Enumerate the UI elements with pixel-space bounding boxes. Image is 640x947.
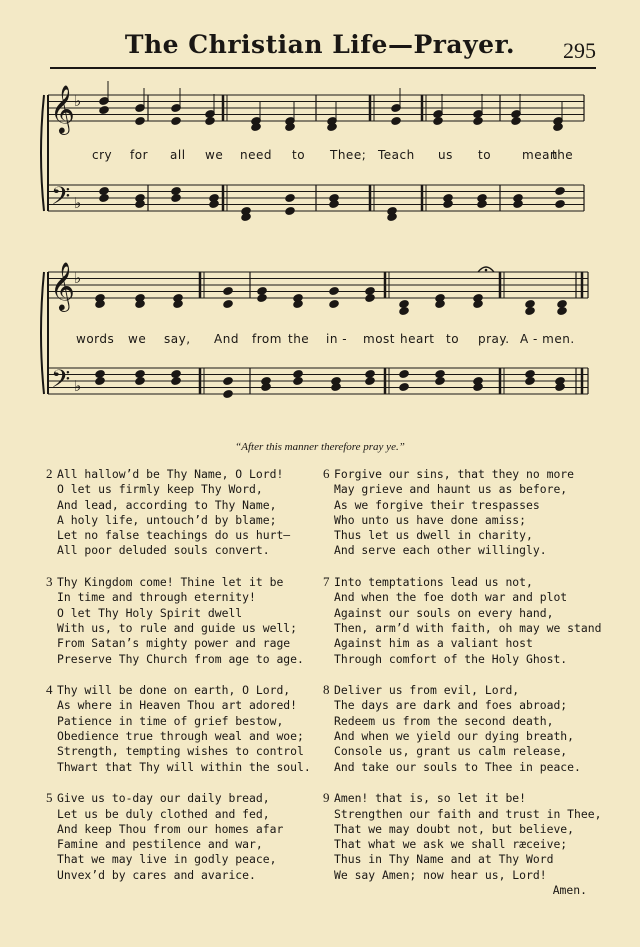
verse-text: Let us be duly clothed and fed, xyxy=(57,806,270,821)
music-score xyxy=(0,0,640,420)
verse-line xyxy=(46,868,311,883)
verse-line xyxy=(323,698,601,713)
verse-line xyxy=(46,636,311,651)
verse-line xyxy=(46,698,311,713)
verse-stanza xyxy=(323,790,601,883)
verse-line xyxy=(46,729,311,744)
verse-line xyxy=(323,513,601,528)
verse-line xyxy=(46,621,311,636)
verse-line xyxy=(323,822,601,837)
verse-text: As we forgive their trespasses xyxy=(334,497,540,512)
system2-syllable: say, xyxy=(164,332,191,346)
system2-treble-note xyxy=(557,306,567,315)
verse-text: Famine and pestilence and war, xyxy=(57,837,263,852)
verse-line xyxy=(46,482,311,497)
verse-text: A holy life, untouch’d by blame; xyxy=(57,512,277,527)
system1-bass-note xyxy=(171,193,181,202)
system2-treble-note xyxy=(223,286,233,295)
verse-line xyxy=(46,682,311,698)
verse-text: Give us to-day our daily bread, xyxy=(57,791,270,806)
system1-treble-note xyxy=(473,116,483,125)
system2-bass-note xyxy=(365,376,375,385)
system2-syllable: we xyxy=(128,332,147,346)
system1-syllable: cry xyxy=(92,148,113,162)
system2-bass-note xyxy=(399,369,409,378)
flat-sign: ♭ xyxy=(74,92,82,110)
verse-text: Then, arm’d with faith, oh may we stand xyxy=(334,620,602,635)
fermata-dot xyxy=(485,269,488,272)
verse-line xyxy=(46,822,311,837)
system1-bass-note xyxy=(99,193,109,202)
verse-line xyxy=(323,621,601,636)
verse-line xyxy=(46,513,311,528)
verse-text: From Satan’s mighty power and rage xyxy=(57,636,291,651)
verse-text: Thus in Thy Name and at Thy Word xyxy=(334,852,554,867)
verse-stanza xyxy=(46,790,311,883)
verse-text: All poor deluded souls convert. xyxy=(57,543,270,558)
system2-syllable: heart xyxy=(400,332,435,346)
verse-line xyxy=(46,744,311,759)
verse-text: Thy Kingdom come! Thine let it be xyxy=(57,575,284,590)
verse-text: And lead, according to Thy Name, xyxy=(57,497,277,512)
verse-stanza xyxy=(323,682,601,775)
system1-bass-note xyxy=(555,199,565,208)
verse-line xyxy=(46,852,311,867)
verse-line xyxy=(323,636,601,651)
verse-line xyxy=(46,714,311,729)
verse-text: Thwart that Thy will within the soul. xyxy=(57,759,311,774)
verse-number: 6 xyxy=(323,466,330,481)
verses-left-column xyxy=(46,466,311,898)
lyrics-line-2 xyxy=(0,332,640,350)
verse-number: 5 xyxy=(46,790,53,806)
system2-bass-note xyxy=(525,376,535,385)
verse-text: Patience in time of grief bestow, xyxy=(57,713,284,728)
treble-clef: 𝄞 xyxy=(50,84,75,133)
verse-text: Forgive our sins, that they no more xyxy=(334,467,575,481)
system2-syllable: A - men. xyxy=(520,332,575,346)
verse-number: 4 xyxy=(46,682,53,698)
verse-number: 2 xyxy=(46,466,53,481)
verse-stanza xyxy=(323,574,601,667)
system2-treble-note xyxy=(223,299,233,308)
verse-line xyxy=(46,837,311,852)
verse-line xyxy=(323,590,601,605)
page-number: 295 xyxy=(563,38,596,63)
system1-treble-note xyxy=(511,116,521,125)
system1-treble-note xyxy=(205,116,215,125)
system2-treble-note xyxy=(257,293,267,302)
system2-syllable: And xyxy=(214,332,239,346)
system1-syllable: to xyxy=(478,148,492,162)
verse-number: 9 xyxy=(323,790,330,806)
verse-text: Strengthen our faith and trust in Thee, xyxy=(334,806,602,821)
system1-treble-note xyxy=(391,116,401,125)
verse-stanza xyxy=(46,466,311,559)
lyrics-line-1 xyxy=(0,148,640,166)
verse-text: May grieve and haunt us as before, xyxy=(334,482,568,497)
flat-sign: ♭ xyxy=(74,377,82,395)
verse-text: O let Thy Holy Spirit dwell xyxy=(57,605,243,620)
verse-text: Redeem us from the second death, xyxy=(334,713,554,728)
verse-text: In time and through eternity! xyxy=(57,590,256,605)
verse-line xyxy=(46,466,311,482)
verse-text: And serve each other willingly. xyxy=(334,543,547,558)
system2-bass-note xyxy=(171,376,181,385)
system1-treble-note xyxy=(171,116,181,125)
verse-line xyxy=(46,807,311,822)
verse-text: And when the foe doth war and plot xyxy=(334,590,568,605)
system2-syllable: to xyxy=(446,332,460,346)
verse-line xyxy=(323,744,601,759)
verse-text: All hallow’d be Thy Name, O Lord! xyxy=(57,467,284,481)
verse-text: Against him as a valiant host xyxy=(334,636,533,651)
verse-line xyxy=(46,590,311,605)
verse-line xyxy=(323,837,601,852)
system1-syllable: Teach xyxy=(378,148,415,162)
system2-syllable: the xyxy=(288,332,310,346)
verse-line xyxy=(323,652,601,667)
verse-line xyxy=(323,807,601,822)
verse-text: Thus let us dwell in charity, xyxy=(334,528,533,543)
verse-text: Preserve Thy Church from age to age. xyxy=(57,651,304,666)
verse-text: Obedience true through weal and woe; xyxy=(57,729,304,744)
verse-text: We say Amen; now hear us, Lord! xyxy=(334,867,547,882)
system1-syllable: mean xyxy=(522,148,559,162)
system1-bass-note xyxy=(285,206,295,215)
verse-line xyxy=(46,528,311,543)
verse-text: Console us, grant us calm release, xyxy=(334,744,568,759)
system2-bass-note xyxy=(435,376,445,385)
system1-bass-note xyxy=(285,193,295,202)
verse-line xyxy=(46,606,311,621)
verse-line xyxy=(323,729,601,744)
verse-line xyxy=(323,606,601,621)
verse-line xyxy=(323,482,601,497)
verse-line xyxy=(323,543,601,558)
system2-treble-note xyxy=(329,286,339,295)
scripture-motto: “After this manner therefore pray ye.” xyxy=(235,441,405,453)
verse-text: As where in Heaven Thou art adored! xyxy=(57,698,298,713)
verse-text: Deliver us from evil, Lord, xyxy=(334,683,520,698)
verse-line xyxy=(46,543,311,558)
system2-bass-note xyxy=(95,376,105,385)
system2-treble-note xyxy=(525,306,535,315)
verse-text: Who unto us have done amiss; xyxy=(334,512,527,527)
verse-text: That we may doubt not, but believe, xyxy=(334,821,575,836)
system2-syllable: from xyxy=(252,332,282,346)
closing-amen: Amen. xyxy=(552,883,587,898)
system2-treble-note xyxy=(365,293,375,302)
flat-sign: ♭ xyxy=(74,269,82,287)
system1-treble-note xyxy=(99,105,109,114)
system2-treble-note xyxy=(399,306,409,315)
verse-line xyxy=(46,498,311,513)
system2-syllable: pray. xyxy=(478,332,510,346)
verse-line xyxy=(323,574,601,590)
system2-bass-note xyxy=(223,376,233,385)
verse-text: Strength, tempting wishes to control xyxy=(57,744,304,759)
verse-number: 7 xyxy=(323,574,330,590)
verse-text: And when we yield our dying breath, xyxy=(334,729,575,744)
verse-text: Amen! that is, so let it be! xyxy=(334,791,527,806)
system2-bass-note xyxy=(293,376,303,385)
bass-clef: 𝄢 xyxy=(51,182,71,217)
system1-syllable: for xyxy=(130,148,148,162)
system1-syllable: us xyxy=(438,148,453,162)
verse-text: And keep Thou from our homes afar xyxy=(57,821,284,836)
verse-text: Unvex’d by cares and avarice. xyxy=(57,867,256,882)
system2-bass-note xyxy=(135,376,145,385)
flat-sign: ♭ xyxy=(74,194,82,212)
verse-line xyxy=(46,790,311,806)
system2-treble-note xyxy=(329,299,339,308)
verse-line xyxy=(323,760,601,775)
verse-text: The days are dark and foes abroad; xyxy=(334,698,568,713)
running-title: The Christian Life—Prayer. xyxy=(124,30,516,59)
system1-syllable: the xyxy=(552,148,574,162)
system2-bass-note xyxy=(223,389,233,398)
verse-line xyxy=(46,652,311,667)
verse-line xyxy=(323,498,601,513)
verse-stanza xyxy=(46,574,311,667)
verse-text: Let no false teachings do us hurt— xyxy=(57,528,291,543)
verse-line xyxy=(323,790,601,806)
verse-text: That what we ask we shall ræceive; xyxy=(334,837,568,852)
system1-syllable: we xyxy=(205,148,224,162)
verse-text: Into temptations lead us not, xyxy=(334,575,533,590)
system2-syllable: in - xyxy=(326,332,348,346)
verse-line xyxy=(323,528,601,543)
verse-line xyxy=(323,868,601,883)
verse-text: O let us firmly keep Thy Word, xyxy=(57,482,263,497)
system1-treble-note xyxy=(135,116,145,125)
system1-syllable: to xyxy=(292,148,306,162)
verses-right-column xyxy=(323,466,601,898)
verse-text: Against our souls on every hand, xyxy=(334,605,554,620)
bass-clef: 𝄢 xyxy=(51,365,71,400)
verse-number: 8 xyxy=(323,682,330,698)
verse-text: With us, to rule and guide us well; xyxy=(57,620,298,635)
system1-bass-note xyxy=(555,186,565,195)
system1-syllable: Thee; xyxy=(330,148,367,162)
system1-syllable: all xyxy=(170,148,186,162)
system1-treble-note xyxy=(433,116,443,125)
verse-line xyxy=(46,574,311,590)
verse-stanza xyxy=(46,682,311,775)
verse-line xyxy=(323,682,601,698)
system1-syllable: need xyxy=(240,148,272,162)
system2-bass-note xyxy=(399,382,409,391)
verse-text: That we may live in godly peace, xyxy=(57,852,277,867)
system2-syllable: most xyxy=(363,332,395,346)
verse-line xyxy=(323,466,601,482)
verse-text: Thy will be done on earth, O Lord, xyxy=(57,683,291,698)
verse-text: And take our souls to Thee in peace. xyxy=(334,759,581,774)
treble-clef: 𝄞 xyxy=(50,261,75,310)
verse-line xyxy=(323,714,601,729)
verse-text: Through comfort of the Holy Ghost. xyxy=(334,651,568,666)
verse-line xyxy=(46,760,311,775)
system2-syllable: words xyxy=(76,332,115,346)
verse-number: 3 xyxy=(46,574,53,590)
verse-line xyxy=(323,852,601,867)
verse-stanza xyxy=(323,466,601,559)
